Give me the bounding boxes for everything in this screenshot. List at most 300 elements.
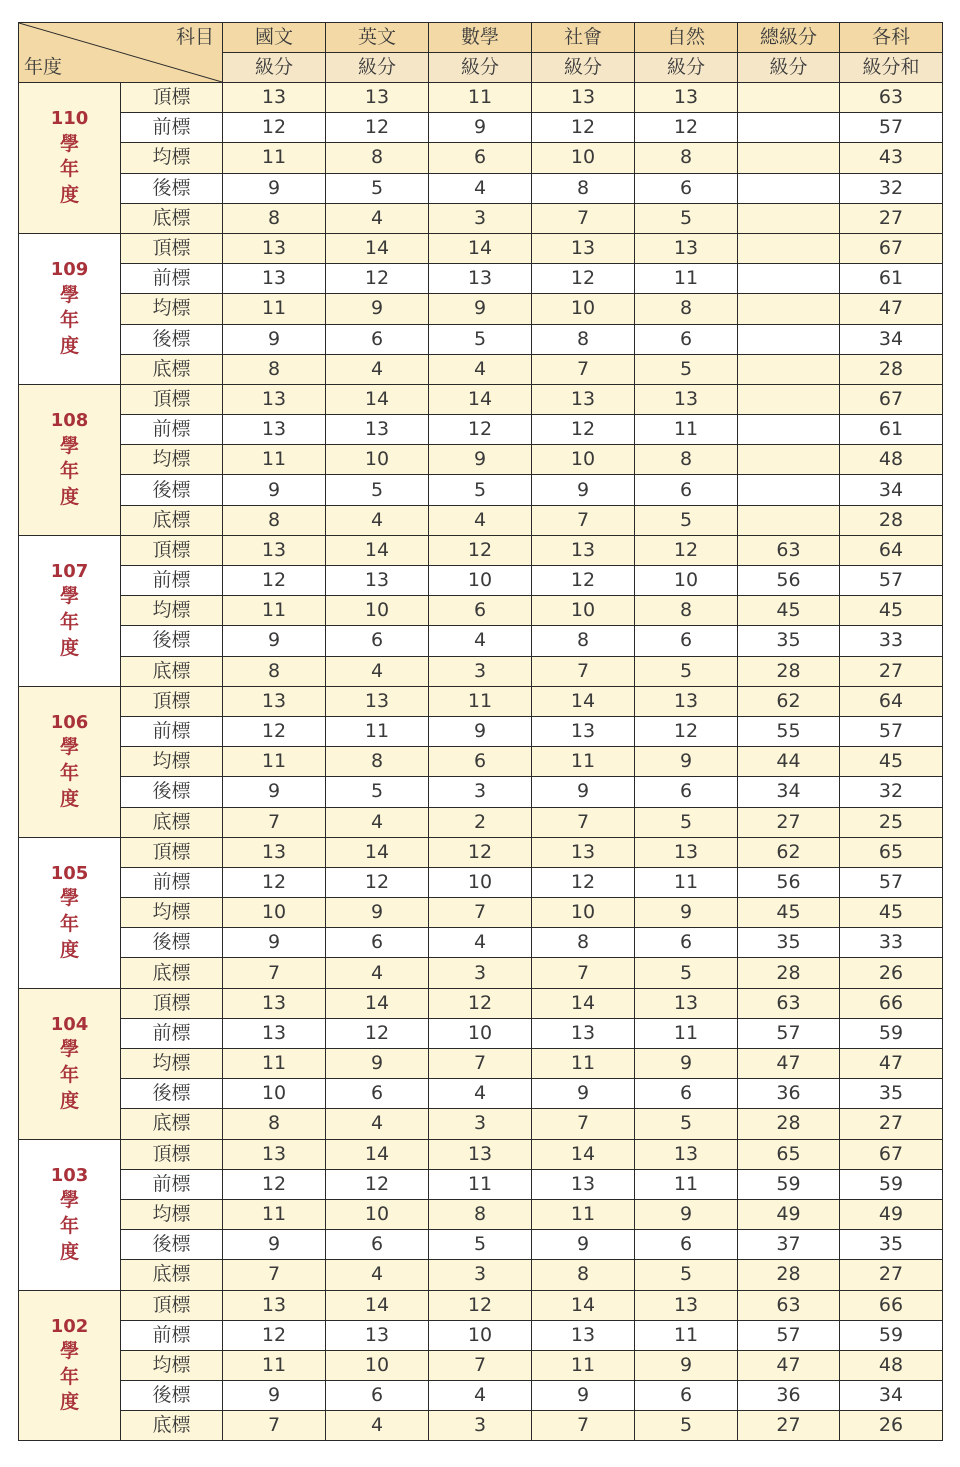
score-cell: 8 bbox=[223, 354, 326, 384]
score-cell: 6 bbox=[635, 324, 738, 354]
unit-header-sum: 級分和 bbox=[840, 53, 943, 83]
score-cell: 3 bbox=[429, 656, 532, 686]
score-cell: 14 bbox=[532, 1139, 635, 1169]
score-cell bbox=[738, 445, 840, 475]
score-cell: 13 bbox=[532, 535, 635, 565]
score-cell: 8 bbox=[223, 203, 326, 233]
level-label: 後標 bbox=[121, 1079, 223, 1109]
score-cell: 63 bbox=[738, 535, 840, 565]
score-cell: 43 bbox=[840, 143, 943, 173]
score-cell: 57 bbox=[840, 716, 943, 746]
subject-header-science: 自然 bbox=[635, 23, 738, 53]
score-cell: 62 bbox=[738, 686, 840, 716]
table-row bbox=[19, 264, 943, 294]
level-label: 前標 bbox=[121, 867, 223, 897]
score-cell: 8 bbox=[532, 324, 635, 354]
score-cell: 57 bbox=[738, 1320, 840, 1350]
score-cell: 13 bbox=[532, 1320, 635, 1350]
level-label: 前標 bbox=[121, 264, 223, 294]
score-cell: 11 bbox=[532, 1049, 635, 1079]
score-cell: 7 bbox=[532, 656, 635, 686]
score-cell: 8 bbox=[532, 626, 635, 656]
score-cell: 12 bbox=[326, 113, 429, 143]
level-label: 後標 bbox=[121, 1381, 223, 1411]
year-group-label bbox=[19, 83, 121, 234]
score-cell: 13 bbox=[326, 415, 429, 445]
score-cell: 14 bbox=[326, 988, 429, 1018]
score-cell: 12 bbox=[532, 113, 635, 143]
year-suffix: 學 年 度 bbox=[59, 1340, 79, 1414]
score-cell: 10 bbox=[326, 1350, 429, 1380]
level-label: 均標 bbox=[121, 747, 223, 777]
score-cell: 13 bbox=[532, 384, 635, 414]
score-cell: 7 bbox=[223, 807, 326, 837]
score-cell: 13 bbox=[635, 837, 738, 867]
score-cell: 2 bbox=[429, 807, 532, 837]
level-label: 均標 bbox=[121, 1049, 223, 1079]
score-cell: 28 bbox=[840, 505, 943, 535]
score-cell: 10 bbox=[223, 1079, 326, 1109]
score-cell: 4 bbox=[429, 1381, 532, 1411]
score-cell: 11 bbox=[429, 1169, 532, 1199]
level-label: 均標 bbox=[121, 898, 223, 928]
score-cell bbox=[738, 264, 840, 294]
table-row bbox=[19, 807, 943, 837]
score-cell: 11 bbox=[429, 686, 532, 716]
unit-header-english: 級分 bbox=[326, 53, 429, 83]
year-number: 107 bbox=[50, 561, 89, 583]
score-cell: 61 bbox=[840, 264, 943, 294]
score-cell: 12 bbox=[429, 415, 532, 445]
score-cell: 48 bbox=[840, 1350, 943, 1380]
score-cell: 11 bbox=[223, 1049, 326, 1079]
score-cell: 4 bbox=[429, 354, 532, 384]
score-cell: 4 bbox=[326, 958, 429, 988]
score-cell: 5 bbox=[635, 656, 738, 686]
score-cell: 12 bbox=[223, 716, 326, 746]
score-cell: 5 bbox=[635, 1109, 738, 1139]
score-cell: 35 bbox=[738, 928, 840, 958]
score-cell: 12 bbox=[223, 113, 326, 143]
score-cell: 4 bbox=[326, 1109, 429, 1139]
score-standards-table bbox=[18, 22, 943, 1441]
score-cell: 12 bbox=[326, 867, 429, 897]
score-cell: 10 bbox=[532, 898, 635, 928]
score-cell: 13 bbox=[532, 1018, 635, 1048]
score-cell: 7 bbox=[429, 898, 532, 928]
subject-header-english: 英文 bbox=[326, 23, 429, 53]
table-body bbox=[19, 83, 943, 1441]
score-cell: 9 bbox=[223, 626, 326, 656]
score-cell bbox=[738, 83, 840, 113]
level-label: 底標 bbox=[121, 1109, 223, 1139]
year-suffix: 學 年 度 bbox=[59, 887, 79, 961]
score-cell: 13 bbox=[635, 1290, 738, 1320]
score-cell: 44 bbox=[738, 747, 840, 777]
score-cell: 12 bbox=[223, 1320, 326, 1350]
score-cell: 6 bbox=[635, 1381, 738, 1411]
score-cell: 28 bbox=[738, 1109, 840, 1139]
score-cell: 63 bbox=[840, 83, 943, 113]
score-cell: 27 bbox=[738, 1411, 840, 1441]
score-cell: 6 bbox=[326, 1230, 429, 1260]
level-label: 底標 bbox=[121, 656, 223, 686]
table-row bbox=[19, 294, 943, 324]
score-cell: 37 bbox=[738, 1230, 840, 1260]
score-cell: 4 bbox=[326, 354, 429, 384]
level-label: 頂標 bbox=[121, 1139, 223, 1169]
score-cell: 9 bbox=[223, 1381, 326, 1411]
score-cell bbox=[738, 475, 840, 505]
table-row bbox=[19, 1260, 943, 1290]
score-cell: 49 bbox=[738, 1199, 840, 1229]
score-cell: 8 bbox=[635, 596, 738, 626]
subject-header-total: 總級分 bbox=[738, 23, 840, 53]
table-row bbox=[19, 143, 943, 173]
year-suffix: 學 年 度 bbox=[59, 736, 79, 810]
level-label: 頂標 bbox=[121, 233, 223, 263]
score-cell: 9 bbox=[326, 898, 429, 928]
score-cell: 13 bbox=[532, 837, 635, 867]
score-cell: 11 bbox=[223, 747, 326, 777]
corner-year-label: 年度 bbox=[24, 56, 63, 78]
score-cell: 5 bbox=[635, 354, 738, 384]
score-cell: 10 bbox=[532, 294, 635, 324]
subject-header-sum: 各科 bbox=[840, 23, 943, 53]
score-cell: 10 bbox=[223, 898, 326, 928]
score-cell: 57 bbox=[840, 566, 943, 596]
level-label: 後標 bbox=[121, 626, 223, 656]
score-cell: 7 bbox=[532, 505, 635, 535]
year-number: 105 bbox=[50, 863, 89, 885]
score-cell: 14 bbox=[326, 1290, 429, 1320]
table-row bbox=[19, 1079, 943, 1109]
score-cell: 13 bbox=[532, 233, 635, 263]
level-label: 前標 bbox=[121, 566, 223, 596]
table-row bbox=[19, 566, 943, 596]
score-cell: 12 bbox=[223, 566, 326, 596]
table-row bbox=[19, 958, 943, 988]
table-row bbox=[19, 173, 943, 203]
score-cell: 4 bbox=[429, 626, 532, 656]
table-row bbox=[19, 505, 943, 535]
score-cell: 10 bbox=[326, 445, 429, 475]
score-cell: 32 bbox=[840, 777, 943, 807]
score-cell: 13 bbox=[223, 535, 326, 565]
score-cell bbox=[738, 143, 840, 173]
score-cell: 11 bbox=[635, 264, 738, 294]
score-cell: 5 bbox=[429, 475, 532, 505]
score-cell: 6 bbox=[635, 1230, 738, 1260]
score-cell: 12 bbox=[635, 113, 738, 143]
score-cell: 10 bbox=[429, 867, 532, 897]
score-cell: 7 bbox=[532, 203, 635, 233]
score-cell: 3 bbox=[429, 1260, 532, 1290]
score-cell: 9 bbox=[223, 1230, 326, 1260]
score-cell: 33 bbox=[840, 928, 943, 958]
table-row bbox=[19, 203, 943, 233]
score-cell: 13 bbox=[223, 233, 326, 263]
score-cell: 12 bbox=[635, 716, 738, 746]
score-cell: 14 bbox=[532, 686, 635, 716]
score-cell: 63 bbox=[738, 1290, 840, 1320]
level-label: 前標 bbox=[121, 716, 223, 746]
table-row bbox=[19, 354, 943, 384]
score-cell: 13 bbox=[223, 988, 326, 1018]
score-cell: 14 bbox=[532, 988, 635, 1018]
year-group-label bbox=[19, 837, 121, 988]
score-cell: 13 bbox=[635, 686, 738, 716]
score-cell: 13 bbox=[326, 686, 429, 716]
score-cell: 13 bbox=[223, 1139, 326, 1169]
score-cell: 45 bbox=[738, 596, 840, 626]
score-cell: 11 bbox=[223, 1199, 326, 1229]
score-cell: 4 bbox=[429, 928, 532, 958]
score-cell: 3 bbox=[429, 958, 532, 988]
score-cell: 13 bbox=[635, 83, 738, 113]
score-cell: 7 bbox=[532, 1109, 635, 1139]
year-group-label bbox=[19, 988, 121, 1139]
score-cell: 62 bbox=[738, 837, 840, 867]
score-cell: 27 bbox=[840, 203, 943, 233]
year-number: 104 bbox=[50, 1013, 89, 1035]
score-cell: 8 bbox=[223, 1109, 326, 1139]
table-row bbox=[19, 1290, 943, 1320]
score-cell: 28 bbox=[738, 1260, 840, 1290]
score-cell: 34 bbox=[840, 475, 943, 505]
score-cell: 5 bbox=[635, 1260, 738, 1290]
score-cell: 9 bbox=[223, 777, 326, 807]
score-cell: 67 bbox=[840, 233, 943, 263]
score-cell: 13 bbox=[223, 264, 326, 294]
subject-header-social: 社會 bbox=[532, 23, 635, 53]
score-cell: 4 bbox=[429, 505, 532, 535]
score-cell: 9 bbox=[223, 928, 326, 958]
year-number: 102 bbox=[50, 1315, 89, 1337]
score-cell: 7 bbox=[532, 1411, 635, 1441]
score-cell: 12 bbox=[532, 415, 635, 445]
score-cell: 7 bbox=[532, 807, 635, 837]
score-cell: 11 bbox=[223, 1350, 326, 1380]
score-cell: 7 bbox=[532, 958, 635, 988]
score-cell: 14 bbox=[326, 535, 429, 565]
score-cell: 12 bbox=[429, 1290, 532, 1320]
subject-header-math: 數學 bbox=[429, 23, 532, 53]
table-row bbox=[19, 1109, 943, 1139]
level-label: 底標 bbox=[121, 958, 223, 988]
level-label: 後標 bbox=[121, 324, 223, 354]
score-cell bbox=[738, 415, 840, 445]
score-cell: 5 bbox=[635, 1411, 738, 1441]
level-label: 前標 bbox=[121, 415, 223, 445]
table-row bbox=[19, 988, 943, 1018]
score-cell: 13 bbox=[223, 83, 326, 113]
score-cell: 10 bbox=[326, 596, 429, 626]
table-row bbox=[19, 475, 943, 505]
score-cell: 4 bbox=[326, 1260, 429, 1290]
score-cell: 66 bbox=[840, 988, 943, 1018]
level-label: 均標 bbox=[121, 1199, 223, 1229]
score-cell: 5 bbox=[326, 777, 429, 807]
score-cell: 27 bbox=[840, 1109, 943, 1139]
score-cell: 10 bbox=[532, 445, 635, 475]
score-cell: 3 bbox=[429, 203, 532, 233]
score-cell: 5 bbox=[326, 475, 429, 505]
table-row bbox=[19, 898, 943, 928]
score-cell bbox=[738, 294, 840, 324]
score-cell: 32 bbox=[840, 173, 943, 203]
score-cell: 6 bbox=[635, 777, 738, 807]
score-cell: 26 bbox=[840, 958, 943, 988]
table-row bbox=[19, 1230, 943, 1260]
score-cell: 14 bbox=[326, 1139, 429, 1169]
score-cell: 13 bbox=[532, 1169, 635, 1199]
score-cell: 10 bbox=[635, 566, 738, 596]
score-cell: 36 bbox=[738, 1381, 840, 1411]
score-cell: 12 bbox=[223, 867, 326, 897]
year-group-label bbox=[19, 686, 121, 837]
score-cell: 5 bbox=[429, 1230, 532, 1260]
score-cell: 27 bbox=[840, 1260, 943, 1290]
score-cell: 57 bbox=[840, 113, 943, 143]
score-cell: 4 bbox=[326, 203, 429, 233]
header-row-subjects bbox=[19, 23, 943, 53]
score-cell: 4 bbox=[326, 807, 429, 837]
year-number: 109 bbox=[50, 259, 89, 281]
table-row bbox=[19, 837, 943, 867]
score-cell: 3 bbox=[429, 1411, 532, 1441]
table-row bbox=[19, 1049, 943, 1079]
unit-header-social: 級分 bbox=[532, 53, 635, 83]
level-label: 後標 bbox=[121, 777, 223, 807]
score-cell: 13 bbox=[326, 1320, 429, 1350]
score-cell: 8 bbox=[326, 747, 429, 777]
score-cell: 11 bbox=[223, 143, 326, 173]
year-number: 108 bbox=[50, 410, 89, 432]
score-cell: 6 bbox=[326, 928, 429, 958]
unit-header-total: 級分 bbox=[738, 53, 840, 83]
score-cell: 11 bbox=[326, 716, 429, 746]
score-cell: 6 bbox=[429, 143, 532, 173]
score-cell: 11 bbox=[635, 415, 738, 445]
score-cell bbox=[738, 233, 840, 263]
table-row bbox=[19, 83, 943, 113]
score-cell: 5 bbox=[635, 958, 738, 988]
table-row bbox=[19, 1199, 943, 1229]
score-cell: 12 bbox=[532, 566, 635, 596]
score-cell: 59 bbox=[840, 1018, 943, 1048]
score-cell: 66 bbox=[840, 1290, 943, 1320]
score-cell: 64 bbox=[840, 535, 943, 565]
score-cell: 11 bbox=[429, 83, 532, 113]
table-row bbox=[19, 324, 943, 354]
score-cell: 9 bbox=[635, 1049, 738, 1079]
score-cell: 6 bbox=[326, 324, 429, 354]
level-label: 底標 bbox=[121, 505, 223, 535]
level-label: 頂標 bbox=[121, 535, 223, 565]
score-cell: 9 bbox=[429, 294, 532, 324]
score-cell: 13 bbox=[223, 384, 326, 414]
score-cell: 9 bbox=[223, 324, 326, 354]
score-cell: 5 bbox=[635, 807, 738, 837]
score-cell: 8 bbox=[223, 656, 326, 686]
score-cell: 6 bbox=[326, 1381, 429, 1411]
score-cell: 8 bbox=[326, 143, 429, 173]
table-row bbox=[19, 1139, 943, 1169]
unit-header-math: 級分 bbox=[429, 53, 532, 83]
score-cell: 13 bbox=[635, 1139, 738, 1169]
score-cell: 49 bbox=[840, 1199, 943, 1229]
table-row bbox=[19, 1411, 943, 1441]
score-cell: 4 bbox=[326, 656, 429, 686]
score-cell: 56 bbox=[738, 867, 840, 897]
score-cell: 12 bbox=[532, 264, 635, 294]
level-label: 均標 bbox=[121, 143, 223, 173]
score-cell: 56 bbox=[738, 566, 840, 596]
unit-header-chinese: 級分 bbox=[223, 53, 326, 83]
score-cell: 28 bbox=[738, 656, 840, 686]
table-row bbox=[19, 656, 943, 686]
score-cell: 27 bbox=[840, 656, 943, 686]
score-cell: 13 bbox=[532, 83, 635, 113]
score-cell: 13 bbox=[429, 1139, 532, 1169]
score-cell: 8 bbox=[635, 445, 738, 475]
table-row bbox=[19, 747, 943, 777]
subject-header-chinese: 國文 bbox=[223, 23, 326, 53]
score-cell: 7 bbox=[223, 1260, 326, 1290]
score-cell: 7 bbox=[223, 958, 326, 988]
score-cell: 5 bbox=[326, 173, 429, 203]
score-cell: 59 bbox=[738, 1169, 840, 1199]
score-cell: 4 bbox=[429, 173, 532, 203]
score-cell: 28 bbox=[840, 354, 943, 384]
score-cell: 5 bbox=[635, 203, 738, 233]
score-cell: 59 bbox=[840, 1169, 943, 1199]
score-cell: 45 bbox=[840, 596, 943, 626]
score-cell: 9 bbox=[326, 294, 429, 324]
score-cell bbox=[738, 324, 840, 354]
year-number: 106 bbox=[50, 712, 89, 734]
score-cell: 13 bbox=[429, 264, 532, 294]
score-cell: 12 bbox=[326, 1018, 429, 1048]
year-group-label bbox=[19, 384, 121, 535]
score-cell: 14 bbox=[429, 384, 532, 414]
score-cell: 9 bbox=[532, 1079, 635, 1109]
score-cell: 11 bbox=[635, 1169, 738, 1199]
level-label: 底標 bbox=[121, 1411, 223, 1441]
score-cell: 33 bbox=[840, 626, 943, 656]
unit-header-science: 級分 bbox=[635, 53, 738, 83]
score-cell: 14 bbox=[326, 233, 429, 263]
level-label: 前標 bbox=[121, 1169, 223, 1199]
year-group-label bbox=[19, 535, 121, 686]
level-label: 均標 bbox=[121, 596, 223, 626]
score-cell: 47 bbox=[840, 1049, 943, 1079]
score-cell: 13 bbox=[635, 988, 738, 1018]
score-cell: 57 bbox=[840, 867, 943, 897]
score-cell: 63 bbox=[738, 988, 840, 1018]
table-row bbox=[19, 1320, 943, 1350]
score-cell: 8 bbox=[532, 1260, 635, 1290]
score-cell: 13 bbox=[223, 837, 326, 867]
score-cell: 7 bbox=[429, 1350, 532, 1380]
level-label: 頂標 bbox=[121, 83, 223, 113]
level-label: 均標 bbox=[121, 445, 223, 475]
score-cell: 9 bbox=[635, 1199, 738, 1229]
score-cell: 10 bbox=[326, 1199, 429, 1229]
score-cell: 4 bbox=[429, 1079, 532, 1109]
score-cell: 7 bbox=[223, 1411, 326, 1441]
